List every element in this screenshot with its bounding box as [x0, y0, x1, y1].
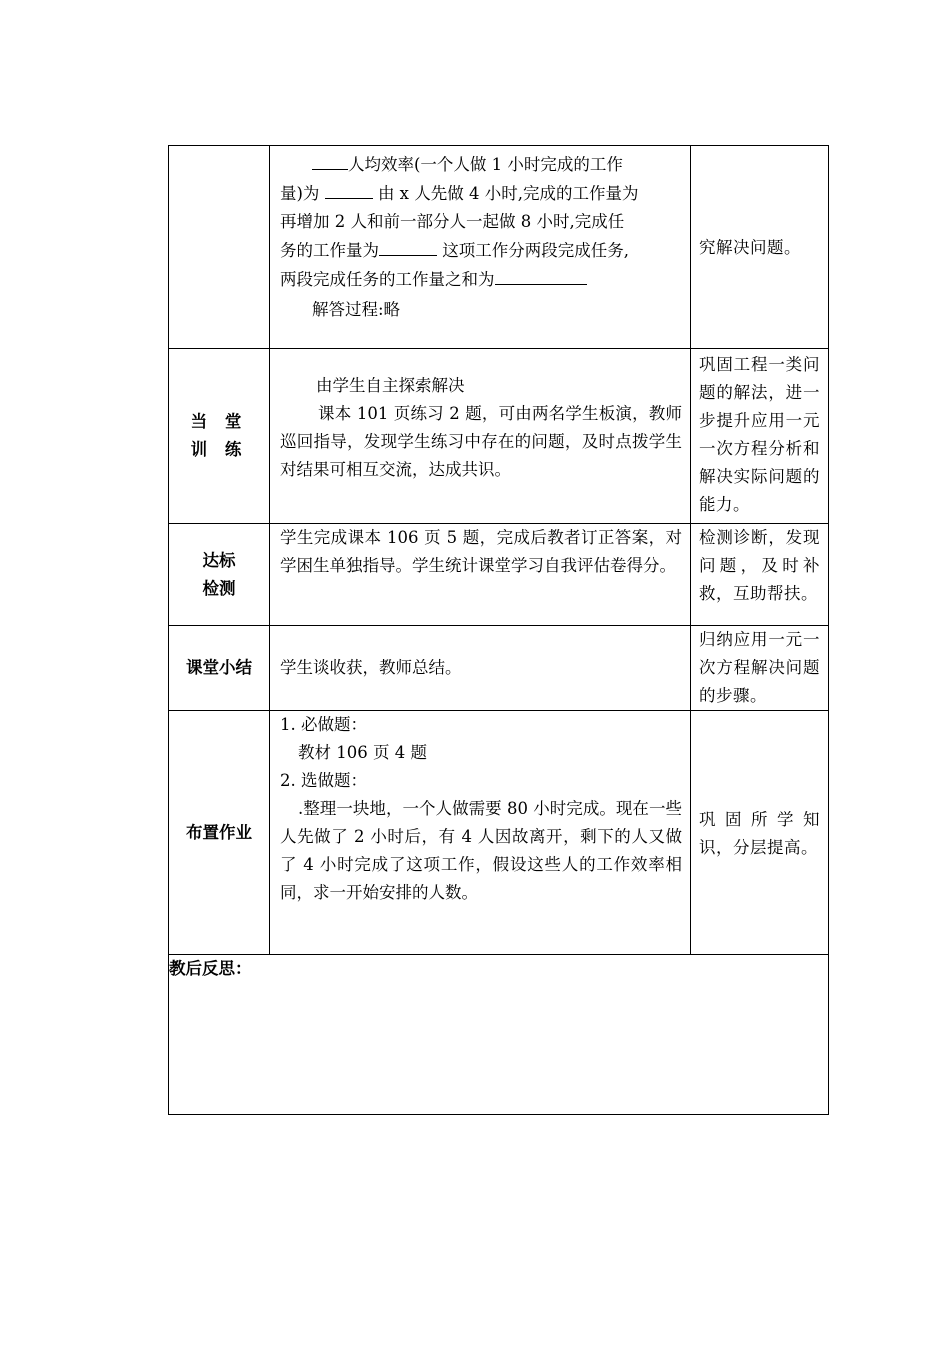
row1-side-text: 究解决问题。	[699, 238, 801, 257]
row3-label-line1: 达标	[202, 550, 236, 570]
row3-content-cell	[270, 524, 691, 626]
row-homework	[169, 711, 829, 955]
row2-line1: 由学生自主探索解决	[316, 376, 465, 395]
row2-para: 课本 101 页练习 2 题，可由两名学生板演，教师巡回指导，发现学生练习中存在的问题，及时点拨学生对结果可相互交流，达成共识。	[280, 404, 682, 479]
row4-label: 课堂小结	[186, 658, 252, 677]
row-continued-analysis	[169, 146, 829, 349]
row1-line1: 人均效率(一个人做 1 小时完成的工作	[348, 155, 623, 174]
row-summary	[169, 626, 829, 711]
row3-text: 学生完成课本 106 页 5 题，完成后教者订正答案，对学困生单独指导。学生统计课堂学习自我评估卷得分。	[280, 528, 682, 575]
row5-label-cell	[169, 711, 270, 955]
row2-side-cell	[691, 349, 829, 524]
row5-item1-detail: 教材 106 页 4 题	[298, 743, 427, 762]
row4-text: 学生谈收获，教师总结。	[280, 658, 462, 677]
row1-line3: 再增加 2 人和前一部分人一起做 8 小时,完成任	[280, 212, 625, 231]
row4-content-cell	[270, 626, 691, 711]
row5-label: 布置作业	[186, 822, 252, 842]
lesson-plan-table	[168, 145, 829, 1115]
row4-label-cell	[169, 626, 270, 711]
row1-line2: 由 x 人先做 4 小时,完成的工作量为	[377, 184, 639, 203]
row2-label-line1: 当 堂	[190, 412, 248, 431]
row6-reflection-cell	[169, 955, 829, 1115]
row-reflection	[169, 955, 829, 1115]
row1-line4-prefix: 务的工作量为	[280, 241, 379, 260]
fill-blank	[312, 150, 348, 170]
row2-side-text: 巩固工程一类问题的解法，进一步提升应用一元一次方程分析和解决实际问题的能力。	[699, 355, 820, 514]
row1-answer-line: 解答过程:略	[312, 300, 401, 319]
row3-side-cell	[691, 524, 829, 626]
row6-label: 教后反思：	[169, 959, 252, 978]
row1-line5-prefix: 两段完成任务的工作量之和为	[280, 270, 495, 289]
fill-blank	[379, 236, 437, 256]
row5-item2-detail: .整理一块地，一个人做需要 80 小时完成。现在一些人先做了 2 小时后，有 4 人因故离开，剩下的人又做了 4 小时完成了这项工作，假设这些人的工作效率相同，求一开始安排的人数。	[280, 799, 682, 902]
row3-label-line2: 检测	[202, 578, 236, 598]
row3-side-text: 检测诊断，发现问题，及时补救，互助帮扶。	[699, 528, 820, 603]
row2-label-line2: 训 练	[190, 440, 248, 459]
row5-content-cell	[270, 711, 691, 955]
row5-side-text: 巩 固 所 学 知识，分层提高。	[699, 809, 820, 857]
row1-line4: 这项工作分两段完成任务,	[442, 241, 629, 260]
row4-side-text: 归纳应用一元一次方程解决问题的步骤。	[699, 630, 820, 705]
row-in-class-practice	[169, 349, 829, 524]
row2-label-cell	[169, 349, 270, 524]
row1-line2-prefix: 量)为	[280, 184, 320, 203]
fill-blank	[325, 179, 373, 199]
row5-side-cell	[691, 711, 829, 955]
row4-side-cell	[691, 626, 829, 711]
row2-content-cell	[270, 349, 691, 524]
row5-item2: 2. 选做题：	[280, 771, 367, 790]
row5-item1: 1. 必做题：	[280, 715, 367, 734]
row3-label-cell	[169, 524, 270, 626]
row1-content-cell	[270, 146, 691, 349]
row1-label-cell	[169, 146, 270, 349]
row-assessment	[169, 524, 829, 626]
fill-blank	[495, 265, 587, 285]
row1-side-cell	[691, 146, 829, 349]
